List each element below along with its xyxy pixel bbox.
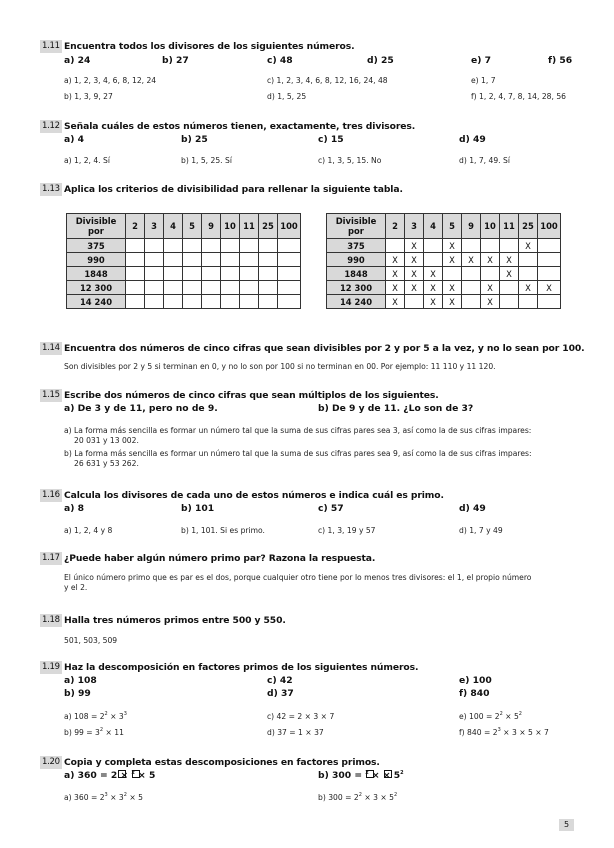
column-header: 2 xyxy=(126,214,145,239)
answer: c) 1, 3, 19 y 57 xyxy=(318,526,376,535)
table-cell xyxy=(240,253,259,267)
answer: El único número primo que es par es el dos, porque cualquier otro tiene por lo menos tres divisores: el 1, el propio número xyxy=(64,573,532,582)
answer: b) $99 = 3^2 \times 11$ xyxy=(64,727,124,737)
exercise-title: Calcula los divisores de cada uno de estos números e indica cuál es primo. xyxy=(64,490,444,501)
table-cell xyxy=(500,281,519,295)
table-cell xyxy=(259,239,278,253)
table-row xyxy=(327,295,561,309)
exercise-number: 1.14 xyxy=(42,343,60,353)
table-cell xyxy=(259,281,278,295)
table-cell xyxy=(538,253,561,267)
table-cell xyxy=(145,295,164,309)
table-cell xyxy=(145,253,164,267)
row-header: 12 300 xyxy=(67,281,126,295)
table-cell: X xyxy=(424,267,443,281)
table-cell: X xyxy=(386,253,405,267)
row-header: 990 xyxy=(67,253,126,267)
exercise-title: Aplica los criterios de divisibilidad para rellenar la siguiente tabla. xyxy=(64,184,403,195)
answer: c) 42 = 2 × 3 × 7 xyxy=(267,712,335,721)
item: b) 25 xyxy=(181,134,208,145)
table-cell xyxy=(259,295,278,309)
answer: d) 1, 5, 25 xyxy=(267,92,307,101)
table-cell: X xyxy=(500,253,519,267)
table-cell xyxy=(278,253,301,267)
item: a) 108 xyxy=(64,675,97,686)
exercise-title: Copia y completa estas descomposiciones en factores primos. xyxy=(64,757,380,768)
table-cell xyxy=(202,239,221,253)
table-cell xyxy=(145,281,164,295)
item: a) De 3 y de 11, pero no de 9. xyxy=(64,403,218,414)
row-header: 1848 xyxy=(327,267,386,281)
table-cell xyxy=(481,267,500,281)
table-corner-header: Divisible por xyxy=(67,214,126,239)
answer: c) 1, 2, 3, 4, 6, 8, 12, 16, 24, 48 xyxy=(267,76,388,85)
table-cell: X xyxy=(424,295,443,309)
table-row xyxy=(327,253,561,267)
answer: a) 1, 2, 4 y 8 xyxy=(64,526,113,535)
row-header: 990 xyxy=(327,253,386,267)
table-cell: X xyxy=(462,253,481,267)
column-header: 11 xyxy=(240,214,259,239)
item: b) 27 xyxy=(162,55,189,66)
exercise-number: 1.20 xyxy=(42,757,60,767)
divisibility-table-filled xyxy=(326,213,561,309)
blank-box xyxy=(366,770,374,778)
table-row xyxy=(67,267,301,281)
item: e) 7 xyxy=(471,55,492,66)
table-cell xyxy=(462,239,481,253)
column-header: 4 xyxy=(424,214,443,239)
column-header: 25 xyxy=(259,214,278,239)
table-cell xyxy=(164,281,183,295)
exercise-title: Encuentra todos los divisores de los siguientes números. xyxy=(64,41,355,52)
answer: b) 1, 101. Si es primo. xyxy=(181,526,265,535)
table-cell xyxy=(424,239,443,253)
answer: d) 37 = 1 × 37 xyxy=(267,728,324,737)
item: d) 37 xyxy=(267,688,294,699)
table-cell xyxy=(164,239,183,253)
answer: b) 1, 5, 25. Sí xyxy=(181,156,232,165)
table-cell xyxy=(126,239,145,253)
table-cell xyxy=(145,239,164,253)
table-cell xyxy=(202,281,221,295)
table-cell xyxy=(462,295,481,309)
table-cell: X xyxy=(500,267,519,281)
table-row xyxy=(327,239,561,253)
table-cell xyxy=(126,281,145,295)
item: b) 300 = $^2$ × × $5^2$ xyxy=(318,770,404,781)
table-cell xyxy=(538,239,561,253)
table-cell xyxy=(240,239,259,253)
item: c) 57 xyxy=(318,503,344,514)
table-cell xyxy=(164,295,183,309)
column-header: 9 xyxy=(202,214,221,239)
table-row xyxy=(67,239,301,253)
answer: c) 1, 3, 5, 15. No xyxy=(318,156,382,165)
table-cell xyxy=(278,295,301,309)
answer: d) 1, 7, 49. Sí xyxy=(459,156,510,165)
answer: a) $108 = 2^2 \times 3^3$ xyxy=(64,711,127,721)
exercise-number: 1.17 xyxy=(42,553,60,563)
table-cell: X xyxy=(443,295,462,309)
answer: b) $300 = 2^2 \times 3 \times 5^2$ xyxy=(318,792,398,802)
table-cell: X xyxy=(386,295,405,309)
table-cell xyxy=(145,267,164,281)
table-cell xyxy=(202,253,221,267)
item: c) 42 xyxy=(267,675,293,686)
exercise-number: 1.13 xyxy=(42,184,60,194)
table-cell: X xyxy=(405,281,424,295)
column-header: 4 xyxy=(164,214,183,239)
table-row xyxy=(327,267,561,281)
column-header: 10 xyxy=(481,214,500,239)
row-header: 1848 xyxy=(67,267,126,281)
table-cell xyxy=(405,295,424,309)
table-cell: X xyxy=(386,281,405,295)
table-cell xyxy=(278,267,301,281)
table-cell xyxy=(424,253,443,267)
table-cell: X xyxy=(386,267,405,281)
table-cell: X xyxy=(405,253,424,267)
answer: b) 1, 3, 9, 27 xyxy=(64,92,113,101)
table-cell xyxy=(164,267,183,281)
column-header: 3 xyxy=(145,214,164,239)
table-cell xyxy=(240,281,259,295)
table-corner-header: Divisible por xyxy=(327,214,386,239)
table-cell xyxy=(164,253,183,267)
answer: a) 1, 2, 3, 4, 6, 8, 12, 24 xyxy=(64,76,157,85)
item: c) 15 xyxy=(318,134,344,145)
table-cell xyxy=(481,239,500,253)
table-cell xyxy=(183,267,202,281)
column-header: 3 xyxy=(405,214,424,239)
table-cell xyxy=(278,239,301,253)
column-header: 5 xyxy=(443,214,462,239)
exercise-number: 1.19 xyxy=(42,662,60,672)
table-cell: X xyxy=(443,239,462,253)
table-cell xyxy=(183,281,202,295)
table-cell xyxy=(500,295,519,309)
exercise-number: 1.15 xyxy=(42,390,60,400)
exercise-number: 1.18 xyxy=(42,615,60,625)
item: b) De 9 y de 11. ¿Lo son de 3? xyxy=(318,403,474,414)
row-header: 14 240 xyxy=(67,295,126,309)
table-cell: X xyxy=(405,267,424,281)
table-cell xyxy=(221,267,240,281)
table-cell xyxy=(259,267,278,281)
item: f) 840 xyxy=(459,688,490,699)
exercise-title: Halla tres números primos entre 500 y 550. xyxy=(64,615,286,626)
item: e) 100 xyxy=(459,675,492,686)
answer: 20 031 y 13 002. xyxy=(74,436,139,445)
row-header: 375 xyxy=(327,239,386,253)
column-header: 9 xyxy=(462,214,481,239)
item: c) 48 xyxy=(267,55,293,66)
table-row xyxy=(67,295,301,309)
table-cell xyxy=(443,267,462,281)
item: a) 8 xyxy=(64,503,84,514)
item: b) 99 xyxy=(64,688,91,699)
page-number: 5 xyxy=(559,819,574,831)
table-cell xyxy=(259,253,278,267)
answer: f) 1, 2, 4, 7, 8, 14, 28, 56 xyxy=(471,92,566,101)
item: d) 25 xyxy=(367,55,394,66)
column-header: 10 xyxy=(221,214,240,239)
item: f) 56 xyxy=(548,55,573,66)
blank-box xyxy=(132,770,140,778)
exercise-title: Señala cuáles de estos números tienen, exactamente, tres divisores. xyxy=(64,121,416,132)
table-cell xyxy=(202,295,221,309)
exercise-number: 1.16 xyxy=(42,490,60,500)
row-header: 14 240 xyxy=(327,295,386,309)
table-cell xyxy=(538,267,561,281)
blank-box xyxy=(384,770,392,778)
table-cell xyxy=(221,295,240,309)
table-cell: X xyxy=(481,281,500,295)
divisibility-table-empty xyxy=(66,213,301,309)
item: b) 101 xyxy=(181,503,215,514)
table-cell: X xyxy=(424,281,443,295)
table-row xyxy=(67,281,301,295)
item: a) 24 xyxy=(64,55,91,66)
table-cell xyxy=(462,267,481,281)
table-cell: X xyxy=(538,281,561,295)
answer: a) La forma más sencilla es formar un número tal que la suma de sus cifras pares sea 3, así como la de sus cifras impares: xyxy=(64,426,532,435)
answer: e) 1, 7 xyxy=(471,76,496,85)
table-cell xyxy=(386,239,405,253)
table-cell: X xyxy=(481,295,500,309)
table-cell xyxy=(183,253,202,267)
answer: a) $360 = 2^3 \times 3^2 \times 5$ xyxy=(64,792,143,802)
table-cell xyxy=(183,295,202,309)
table-cell xyxy=(221,239,240,253)
table-cell xyxy=(183,239,202,253)
item: d) 49 xyxy=(459,134,486,145)
column-header: 100 xyxy=(538,214,561,239)
column-header: 100 xyxy=(278,214,301,239)
answer: f) $840 = 2^3 \times 3 \times 5 \times 7$ xyxy=(459,727,549,737)
answer: b) La forma más sencilla es formar un número tal que la suma de sus cifras pares sea 9, así como la de sus cifras impares: xyxy=(64,449,532,458)
column-header: 5 xyxy=(183,214,202,239)
exercise-title: Escribe dos números de cinco cifras que sean múltiplos de los siguientes. xyxy=(64,390,439,401)
exercise-number: 1.12 xyxy=(42,121,60,131)
table-cell xyxy=(240,295,259,309)
table-row xyxy=(67,253,301,267)
table-cell: X xyxy=(481,253,500,267)
table-row xyxy=(327,281,561,295)
answer: e) $100 = 2^2 \times 5^2$ xyxy=(459,711,522,721)
table-cell xyxy=(240,267,259,281)
item: a) 360 = 2 × $^2$ × 5 xyxy=(64,770,156,781)
item: d) 49 xyxy=(459,503,486,514)
row-header: 375 xyxy=(67,239,126,253)
exercise-title: Haz la descomposición en factores primos de los siguientes números. xyxy=(64,662,419,673)
table-cell xyxy=(538,295,561,309)
table-cell xyxy=(519,295,538,309)
table-cell: X xyxy=(519,281,538,295)
table-cell xyxy=(278,281,301,295)
answer: y el 2. xyxy=(64,583,88,592)
table-cell xyxy=(126,295,145,309)
answer: Son divisibles por 2 y 5 si terminan en 0, y no lo son por 100 si no terminan en 00. Por ejemplo: 11 110 y 11 120. xyxy=(64,362,496,371)
table-cell xyxy=(126,267,145,281)
table-cell: X xyxy=(443,281,462,295)
blank-box xyxy=(118,770,126,778)
table-cell xyxy=(500,239,519,253)
table-cell xyxy=(202,267,221,281)
table-cell xyxy=(221,281,240,295)
table-cell: X xyxy=(443,253,462,267)
exercise-number: 1.11 xyxy=(42,41,60,51)
column-header: 25 xyxy=(519,214,538,239)
answer: 26 631 y 53 262. xyxy=(74,459,139,468)
table-cell xyxy=(221,253,240,267)
exercise-title: ¿Puede haber algún número primo par? Razona la respuesta. xyxy=(64,553,376,564)
item: a) 4 xyxy=(64,134,84,145)
answer: 501, 503, 509 xyxy=(64,636,118,645)
table-cell xyxy=(519,267,538,281)
table-cell xyxy=(519,253,538,267)
column-header: 2 xyxy=(386,214,405,239)
row-header: 12 300 xyxy=(327,281,386,295)
table-cell xyxy=(462,281,481,295)
answer: a) 1, 2, 4. Sí xyxy=(64,156,110,165)
exercise-title: Encuentra dos números de cinco cifras que sean divisibles por 2 y por 5 a la vez, y no lo sean por 100. xyxy=(64,343,585,354)
column-header: 11 xyxy=(500,214,519,239)
table-cell: X xyxy=(405,239,424,253)
answer: d) 1, 7 y 49 xyxy=(459,526,503,535)
table-cell: X xyxy=(519,239,538,253)
table-cell xyxy=(126,253,145,267)
